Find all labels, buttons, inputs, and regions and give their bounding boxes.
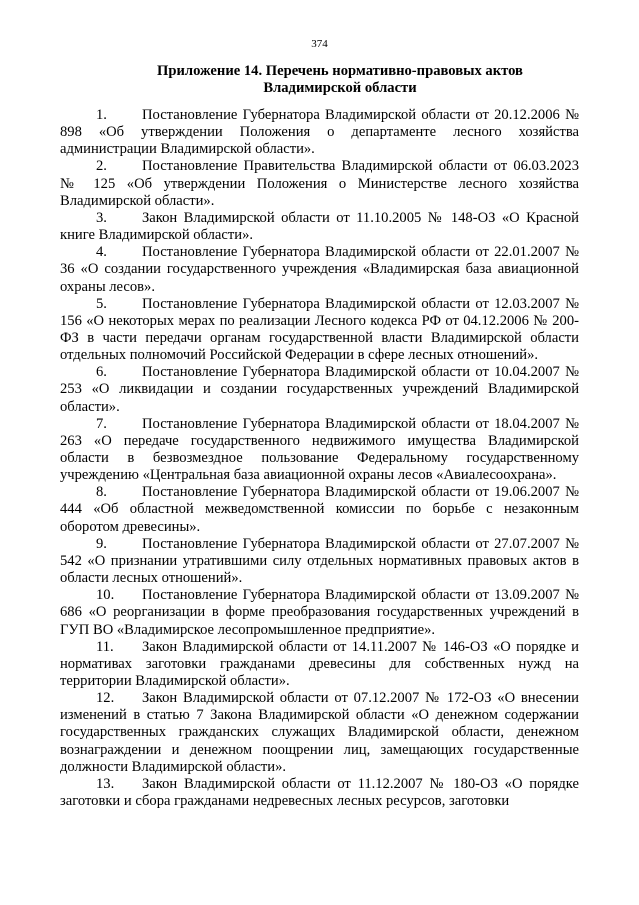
item-text: Постановление Губернатора Владимирской области от 10.04.2007 № 253 «О ликвидации и создании государственных учреждений Владимирской области».	[60, 364, 579, 415]
item-text: Закон Владимирской области от 11.10.2005 № 148-ОЗ «О Красной книге Владимирской области».	[60, 209, 579, 244]
item-number: 11.	[96, 638, 114, 655]
item-text: Постановление Правительства Владимирской области от 06.03.2023 № 125 «Об утверждении Положения о Министерстве лесного хозяйства Владимирской области».	[60, 158, 579, 209]
list-item	[60, 416, 579, 484]
list-item	[60, 244, 579, 295]
list-item	[60, 210, 579, 244]
item-text: Закон Владимирской области от 11.12.2007 № 180-ОЗ «О порядке заготовки и сбора гражданами недревесных лесных ресурсов, заготовки	[60, 775, 579, 809]
list-item	[60, 107, 579, 158]
list-item	[60, 536, 579, 587]
item-number: 13.	[96, 775, 115, 792]
item-text: Закон Владимирской области от 07.12.2007 № 172-ОЗ «О внесении изменений в статью 7 Закона Владимирской области «О денежном содержании государственных гражданских служащих Владимирской области, денежном вознаграждении и денежном поощрении лиц, замещающих государственные должности Владимирской области».	[60, 690, 579, 775]
item-text: Постановление Губернатора Владимирской области от 20.12.2006 № 898 «Об утверждении Положения о департаменте лесного хозяйства администрации Владимирской области».	[60, 107, 579, 158]
list-item	[60, 364, 579, 415]
item-text: Постановление Губернатора Владимирской области от 18.04.2007 № 263 «О передаче государственного недвижимого имущества Владимирской области в безвозмездное пользование Федеральному государственному учреждению «Центральная база авиационной охраны лесов «Авиалесоохрана».	[60, 415, 579, 484]
item-text: Постановление Губернатора Владимирской области от 22.01.2007 № 36 «О создании государственного учреждения «Владимирская база авиационной охраны лесов».	[60, 244, 579, 295]
legal-acts-list	[60, 107, 579, 810]
item-number: 7.	[96, 415, 107, 432]
item-number: 9.	[96, 535, 107, 552]
item-number: 1.	[96, 107, 107, 123]
item-text: Постановление Губернатора Владимирской области от 13.09.2007 № 686 «О реорганизации в форме преобразования государственных учреждений в ГУП ВО «Владимирское лесопромышленное предприятие».	[60, 587, 579, 638]
item-number: 2.	[96, 158, 107, 175]
list-item	[60, 639, 579, 690]
item-number: 6.	[96, 364, 107, 381]
appendix-heading	[140, 63, 540, 97]
item-number: 10.	[96, 587, 115, 604]
list-item	[60, 484, 579, 535]
item-number: 3.	[96, 209, 107, 226]
item-text: Постановление Губернатора Владимирской области от 12.03.2007 № 156 «О некоторых мерах по реализации Лесного кодекса РФ от 04.12.2006 № 200-ФЗ в части передачи органам государственной власти Владимирской области отдельных полномочий Российской Федерации в сфере лесных отношений».	[60, 295, 579, 364]
list-item	[60, 690, 579, 775]
item-number: 4.	[96, 244, 107, 261]
list-item	[60, 587, 579, 638]
page-number: 374	[311, 38, 328, 50]
item-text: Закон Владимирской области от 14.11.2007 № 146-ОЗ «О порядке и нормативах заготовки гражданами древесины для собственных нужд на территории Владимирской области».	[60, 638, 579, 689]
item-text: Постановление Губернатора Владимирской области от 27.07.2007 № 542 «О признании утратившими силу отдельных нормативных правовых актов в области лесных отношений».	[60, 535, 579, 587]
item-text: Постановление Губернатора Владимирской области от 19.06.2007 № 444 «Об областной межведомственной комиссии по борьбе с незаконным оборотом древесины».	[60, 484, 579, 535]
heading-line-2: Владимирской области	[263, 80, 417, 96]
item-number: 5.	[96, 295, 107, 312]
item-number: 12.	[96, 690, 115, 707]
heading-line-1: Приложение 14. Перечень нормативно-правовых актов	[157, 63, 523, 79]
list-item	[60, 158, 579, 209]
item-number: 8.	[96, 484, 107, 501]
list-item	[60, 776, 579, 810]
list-item	[60, 296, 579, 364]
